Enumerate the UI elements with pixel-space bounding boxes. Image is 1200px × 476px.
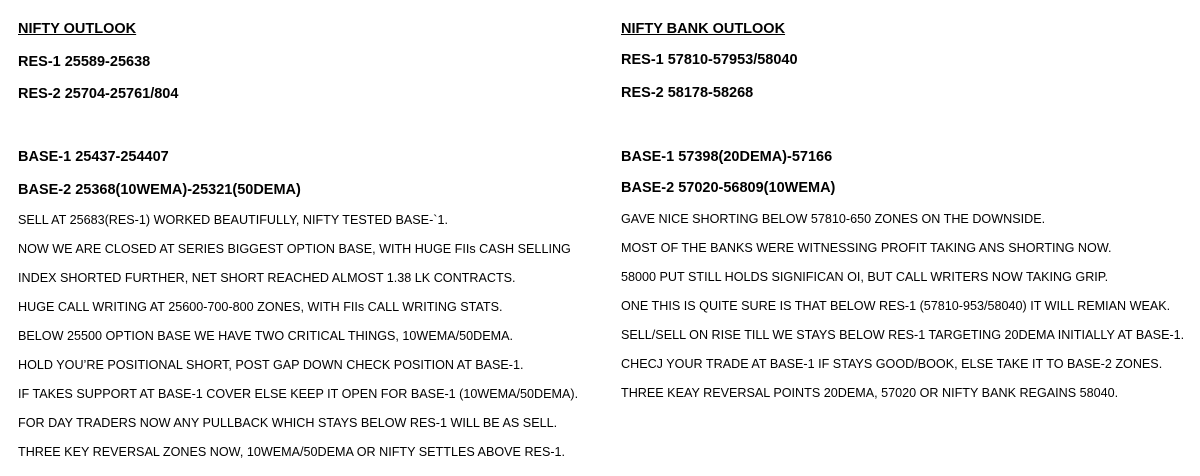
nifty-bank-res1: RES-1 57810-57953/58040 [621,52,798,68]
nifty-bank-note: CHECJ YOUR TRADE AT BASE-1 IF STAYS GOOD/BOOK, ELSE TAKE IT TO BASE-2 ZONES. [621,357,1163,371]
nifty-note: FOR DAY TRADERS NOW ANY PULLBACK WHICH STAYS BELOW RES-1 WILL BE AS SELL. [18,416,558,430]
nifty-bank-note: THREE KEAY REVERSAL POINTS 20DEMA, 57020 OR NIFTY BANK REGAINS 58040. [621,386,1119,400]
nifty-note: INDEX SHORTED FURTHER, NET SHORT REACHED ALMOST 1.38 LK CONTRACTS. [18,271,516,285]
nifty-bank-note: SELL/SELL ON RISE TILL WE STAYS BELOW RES-1 TARGETING 20DEMA INITIALLY AT BASE-1. [621,328,1185,342]
nifty-note: NOW WE ARE CLOSED AT SERIES BIGGEST OPTION BASE, WITH HUGE FIIs CASH SELLING [18,242,571,256]
nifty-bank-outlook-heading: NIFTY BANK OUTLOOK [621,21,786,37]
nifty-bank-note: ONE THIS IS QUITE SURE IS THAT BELOW RES-1 (57810-953/58040) IT WILL REMIAN WEAK. [621,299,1171,313]
nifty-bank-base2: BASE-2 57020-56809(10WEMA) [621,180,836,196]
nifty-note: HUGE CALL WRITING AT 25600-700-800 ZONES, WITH FIIs CALL WRITING STATS. [18,300,503,314]
nifty-note: IF TAKES SUPPORT AT BASE-1 COVER ELSE KEEP IT OPEN FOR BASE-1 (10WEMA/50DEMA). [18,387,579,401]
nifty-res1: RES-1 25589-25638 [18,54,151,70]
nifty-note: HOLD YOU’RE POSITIONAL SHORT, POST GAP DOWN CHECK POSITION AT BASE-1. [18,358,524,372]
nifty-bank-note: GAVE NICE SHORTING BELOW 57810-650 ZONES ON THE DOWNSIDE. [621,212,1046,226]
nifty-bank-note: MOST OF THE BANKS WERE WITNESSING PROFIT TAKING ANS SHORTING NOW. [621,241,1112,255]
nifty-note: SELL AT 25683(RES-1) WORKED BEAUTIFULLY, NIFTY TESTED BASE-`1. [18,213,448,227]
nifty-base2: BASE-2 25368(10WEMA)-25321(50DEMA) [18,182,301,198]
nifty-base1: BASE-1 25437-254407 [18,149,169,165]
nifty-note: BELOW 25500 OPTION BASE WE HAVE TWO CRITICAL THINGS, 10WEMA/50DEMA. [18,329,514,343]
nifty-outlook-heading: NIFTY OUTLOOK [18,21,137,37]
nifty-bank-res2: RES-2 58178-58268 [621,85,754,101]
nifty-note: THREE KEY REVERSAL ZONES NOW, 10WEMA/50DEMA OR NIFTY SETTLES ABOVE RES-1. [18,445,566,459]
nifty-res2: RES-2 25704-25761/804 [18,86,179,102]
nifty-bank-note: 58000 PUT STILL HOLDS SIGNIFICAN OI, BUT CALL WRITERS NOW TAKING GRIP. [621,270,1109,284]
nifty-bank-base1: BASE-1 57398(20DEMA)-57166 [621,149,833,165]
